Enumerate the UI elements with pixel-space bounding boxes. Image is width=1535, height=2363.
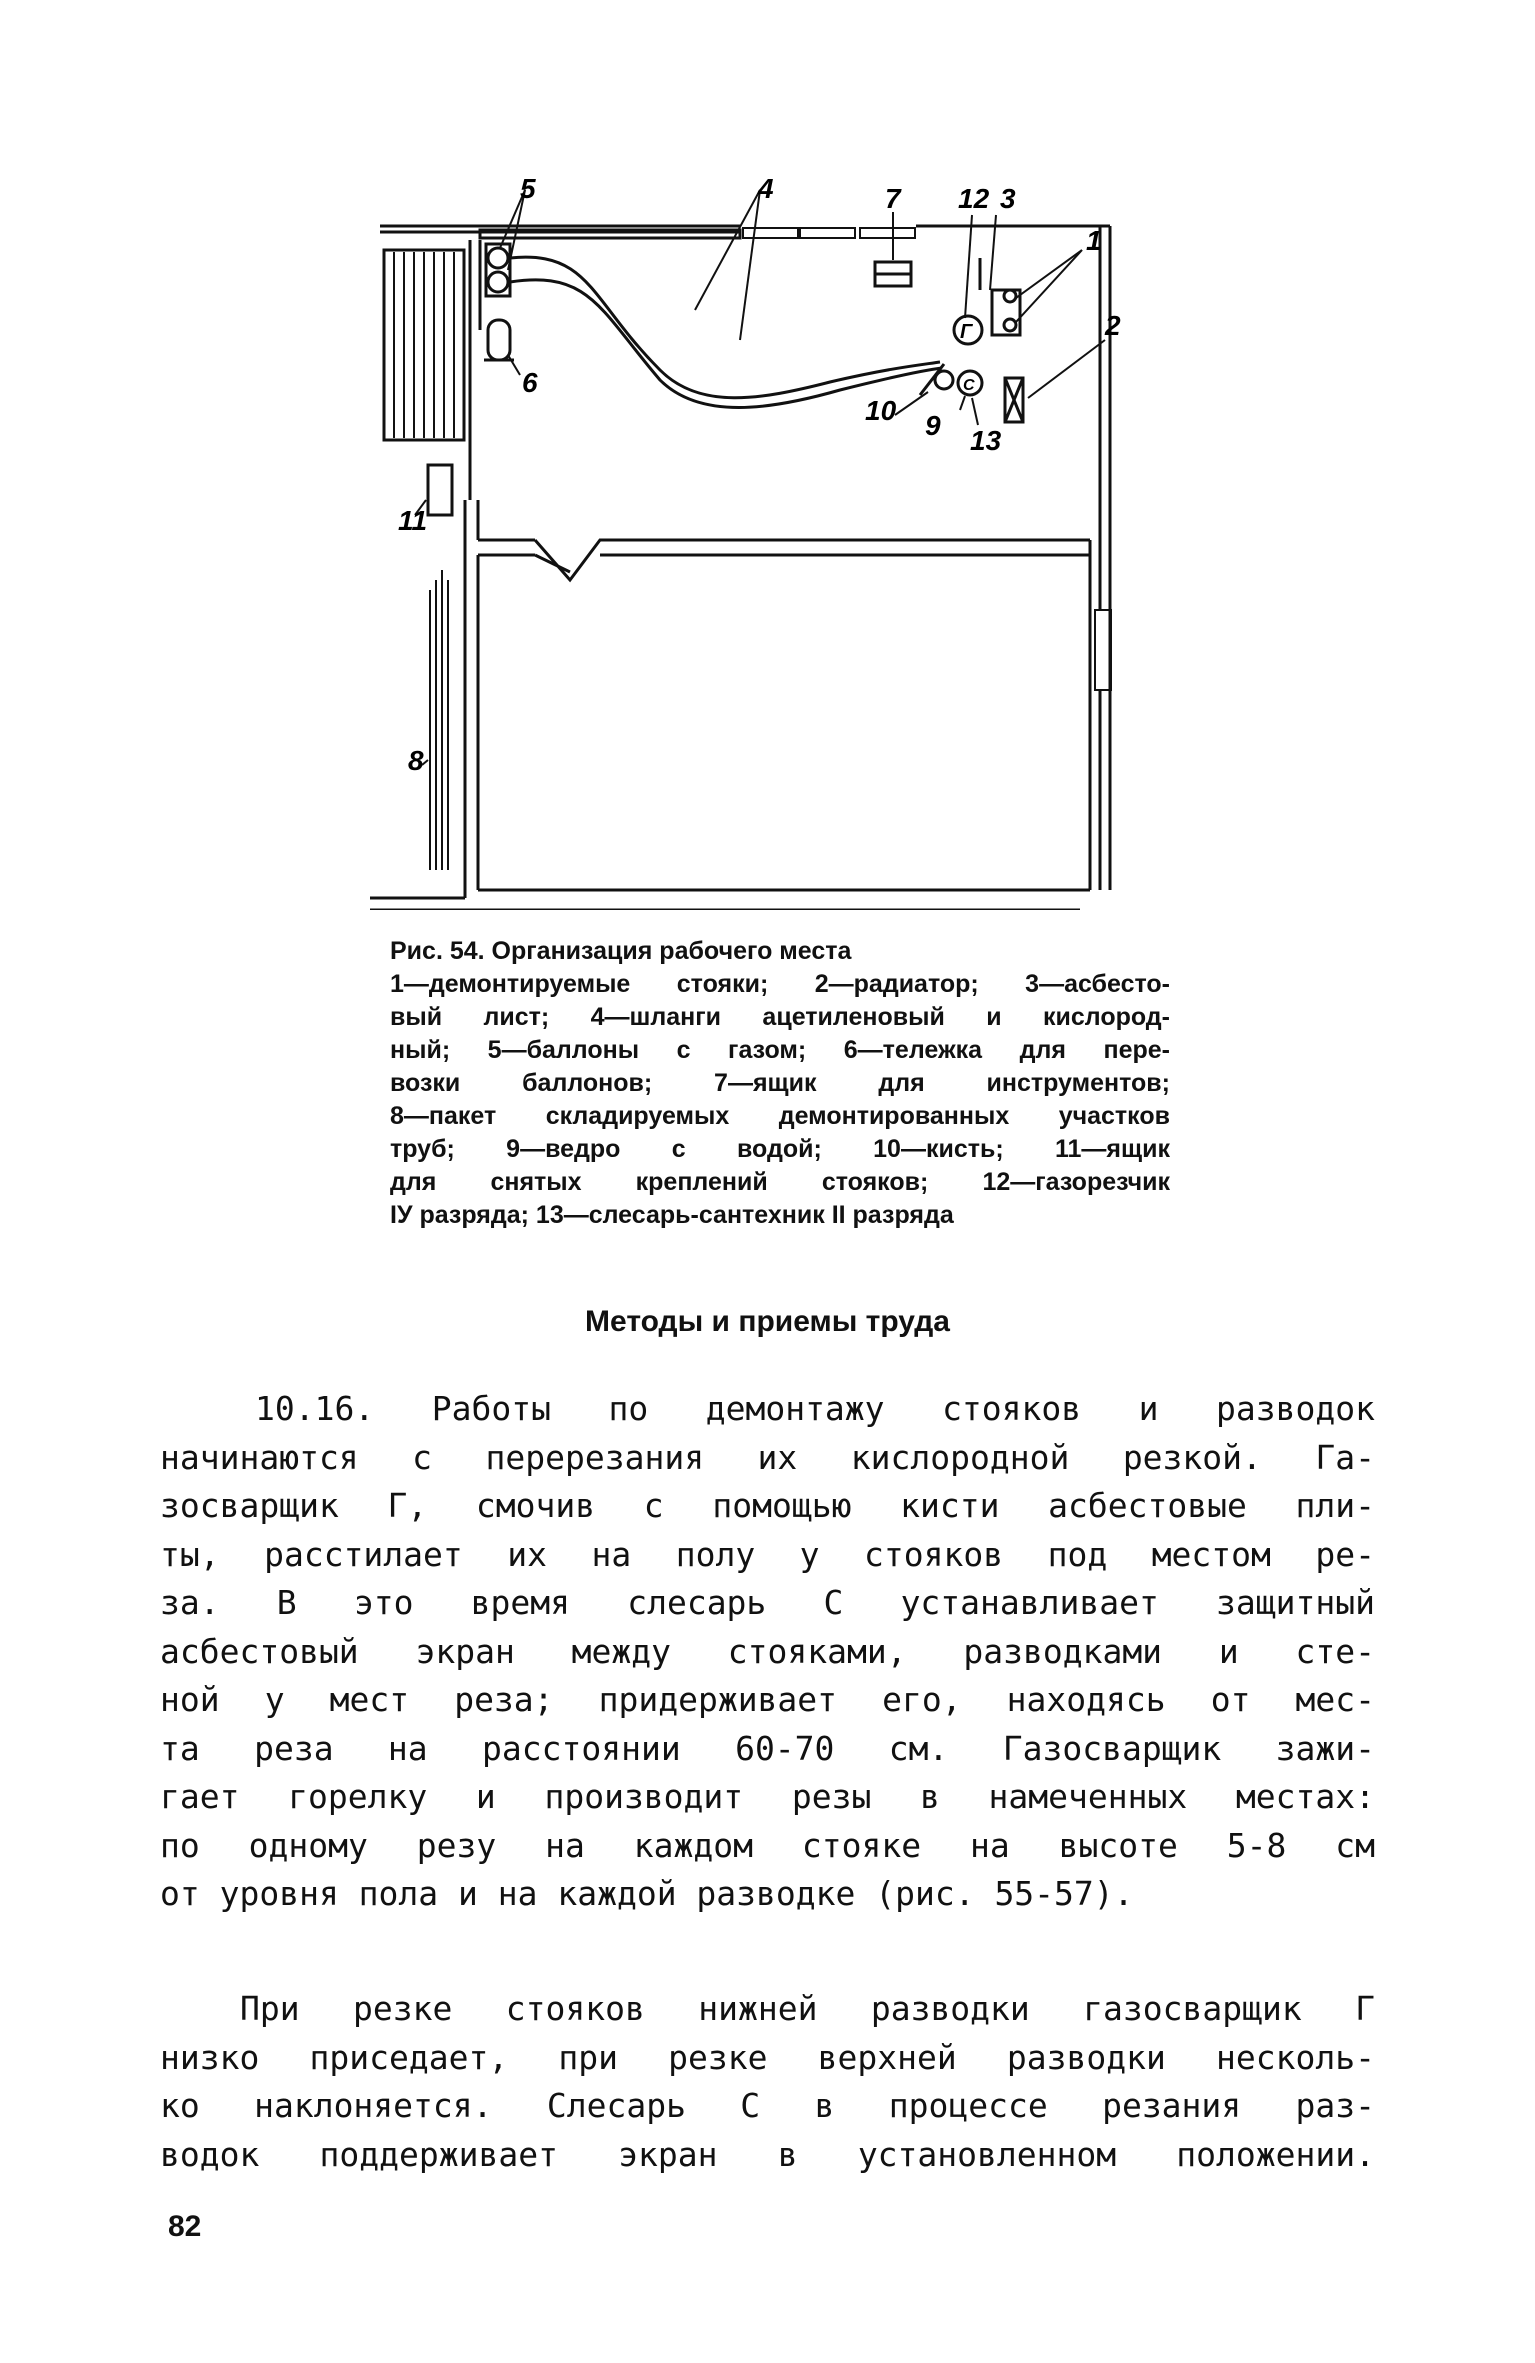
caption-line: возки баллонов; 7—ящик для инструментов; (390, 1069, 1170, 1097)
gas-welder-symbol: Г (960, 321, 973, 343)
caption-line: IУ разряда; 13—слесарь-сантехник II разряда (390, 1201, 954, 1229)
callout-7: 7 (885, 183, 901, 214)
callout-13: 13 (970, 425, 1002, 456)
paragraph-line: 10.16. Работы по демонтажу стояков и разводок (255, 1389, 1375, 1428)
figure-caption (390, 935, 1170, 1232)
paragraph-line: зосварщик Г, смочив с помощью кисти асбестовые пли- (160, 1486, 1375, 1525)
paragraph-10-16 (160, 1385, 1375, 1919)
paragraph-line: за. В это время слесарь С устанавливает защитный (160, 1583, 1375, 1622)
paragraph-line: При резке стояков нижней разводки газосварщик Г (240, 1989, 1375, 2028)
caption-line: вый лист; 4—шланги ацетиленовый и кислород- (390, 1003, 1170, 1031)
paragraph-line: та реза на расстоянии 60-70 см. Газосварщик зажи- (160, 1728, 1375, 1768)
paragraph-line: по одному резу на каждом стояке на высоте 5-8 см (160, 1825, 1375, 1865)
workplace-floor-plan-figure (360, 170, 1140, 910)
callout-10: 10 (865, 395, 897, 426)
callout-4: 4 (758, 173, 774, 204)
callout-2: 2 (1105, 310, 1121, 341)
caption-line: труб; 9—ведро с водой; 10—кисть; 11—ящик (390, 1135, 1170, 1163)
callout-8: 8 (408, 745, 424, 776)
caption-line: 8—пакет складируемых демонтированных участков (390, 1102, 1170, 1130)
paragraph-2 (160, 1985, 1375, 2179)
section-title: Методы и приемы труда (585, 1305, 950, 1338)
callout-3: 3 (1000, 183, 1016, 214)
callout-1: 1 (1086, 225, 1102, 256)
callout-6: 6 (522, 367, 538, 398)
callout-11: 11 (398, 505, 428, 536)
paragraph-line: ко наклоняется. Слесарь С в процессе резания раз- (160, 2086, 1375, 2125)
callout-5: 5 (520, 173, 536, 204)
paragraph-line: водок поддерживает экран в установленном положении. (160, 2134, 1375, 2174)
paragraph-line: начинаются с перерезания их кислородной резкой. Га- (160, 1437, 1375, 1477)
paragraph-line: от уровня пола и на каждой разводке (рис. 55-57). (160, 1874, 1134, 1913)
paragraph-line: асбестовый экран между стояками, разводками и сте- (160, 1631, 1375, 1671)
paragraph-line: ты, расстилает их на полу у стояков под местом ре- (160, 1534, 1375, 1574)
page-number: 82 (168, 2210, 202, 2243)
caption-line: 1—демонтируемые стояки; 2—радиатор; 3—асбесто- (390, 970, 1170, 998)
paragraph-line: низко приседает, при резке верхней разводки несколь- (160, 2037, 1375, 2077)
callout-9: 9 (925, 410, 941, 441)
callout-12: 12 (958, 183, 990, 214)
plumber-symbol: С (963, 377, 975, 394)
caption-line: ный; 5—баллоны с газом; 6—тележка для пере- (390, 1036, 1170, 1064)
paragraph-line: ной у мест реза; придерживает его, находясь от мес- (160, 1680, 1375, 1719)
caption-line: Рис. 54. Организация рабочего места (390, 937, 852, 965)
paragraph-line: гает горелку и производит резы в намеченных местах: (160, 1777, 1375, 1816)
caption-line: для снятых креплений стояков; 12—газорезчик (390, 1168, 1170, 1196)
